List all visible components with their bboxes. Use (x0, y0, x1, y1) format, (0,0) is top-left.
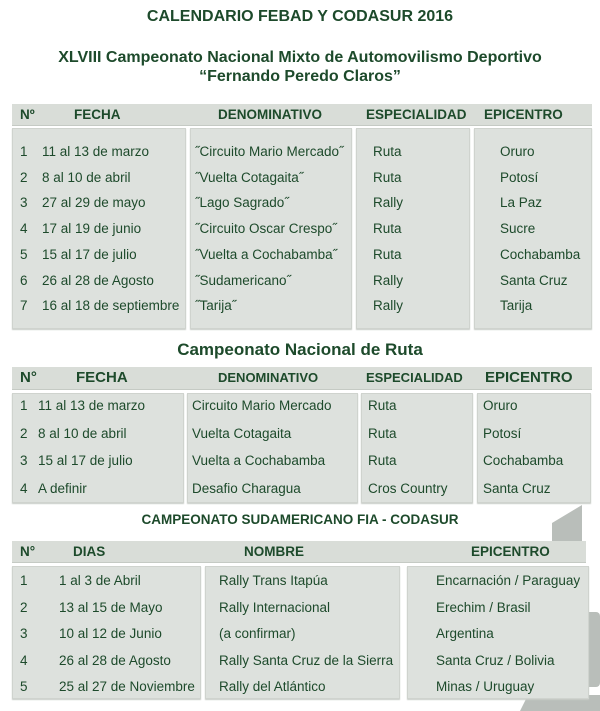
mixto-cell-n: 3 (20, 195, 28, 211)
mixto-cell-n: 1 (20, 144, 28, 159)
col-header-fecha: FECHA (76, 369, 128, 386)
sudamericano-cell-nombre: Rally Trans Itapúa (219, 573, 328, 588)
ruta-cell-denominativo: Desafio Charagua (192, 480, 301, 496)
sudamericano-cell-epicentro: Santa Cruz / Bolivia (436, 652, 555, 668)
col-header-n: N° (20, 544, 36, 559)
sudamericano-cell-n: 2 (20, 599, 28, 615)
sudamericano-cell-nombre: Rally Internacional (219, 599, 331, 615)
mixto-cell-fecha: 16 al 18 de septiembre (42, 298, 180, 314)
mixto-cell-especialidad: Ruta (373, 221, 402, 237)
mixto-cell-n: 4 (20, 221, 28, 237)
mixto-cell-denominativo: ˝Sudamericano˝ (195, 272, 292, 288)
mixto-cell-fecha: 26 al 28 de Agosto (42, 272, 154, 288)
col-header-epicentro: EPICENTRO (471, 544, 550, 559)
ruta-header-bar (12, 367, 592, 390)
sudamericano-cell-nombre: (a confirmar) (219, 626, 296, 641)
sudamericano-cell-nombre: Rally Santa Cruz de la Sierra (219, 652, 394, 668)
col-header-dias: DIAS (73, 544, 106, 559)
mixto-cell-especialidad: Rally (373, 298, 404, 314)
sudamericano-cell-dias: 25 al 27 de Noviembre (59, 679, 195, 694)
mixto-cell-especialidad: Ruta (373, 246, 402, 262)
championship-subtitle (0, 48, 600, 86)
ruta-cell-especialidad: Ruta (368, 425, 397, 441)
ruta-cell-n: 3 (20, 453, 28, 468)
col-header-especialidad: ESPECIALIDAD (366, 370, 463, 385)
ruta-cell-especialidad: Cros Country (368, 480, 448, 496)
mixto-cell-n: 2 (20, 169, 28, 185)
mixto-cell-epicentro: Santa Cruz (500, 272, 568, 288)
ruta-cell-denominativo: Circuito Mario Mercado (192, 398, 332, 413)
col-header-nombre: NOMBRE (244, 544, 304, 559)
mixto-cell-fecha: 15 al 17 de julio (42, 246, 137, 262)
mixto-cell-epicentro: Potosí (500, 169, 539, 185)
ruta-cell-fecha: A definir (38, 480, 87, 496)
sudamericano-cell-dias: 26 al 28 de Agosto (59, 652, 171, 668)
mixto-cell-fecha: 27 al 29 de mayo (42, 195, 146, 211)
mixto-cell-denominativo: ˝Vuelta Cotagaita˝ (195, 169, 304, 185)
ruta-cell-epicentro: Potosí (483, 425, 522, 441)
sudamericano-cell-n: 1 (20, 573, 28, 588)
mixto-cell-especialidad: Rally (373, 195, 404, 211)
col-header-especialidad: ESPECIALIDAD (366, 107, 467, 122)
mixto-cell-n: 7 (20, 298, 28, 314)
col-header-denominativo: DENOMINATIVO (218, 370, 319, 385)
ruta-cell-epicentro: Santa Cruz (483, 480, 551, 496)
sudamericano-cell-nombre: Rally del Atlántico (219, 679, 326, 694)
mixto-cell-fecha: 8 al 10 de abril (42, 169, 131, 185)
mixto-cell-fecha: 11 al 13 de marzo (42, 144, 150, 159)
mixto-cell-fecha: 17 al 19 de junio (42, 221, 142, 237)
ruta-cell-fecha: 8 al 10 de abril (38, 425, 127, 441)
sudamericano-cell-epicentro: Erechim / Brasil (436, 599, 531, 615)
sudamericano-header-bar (12, 541, 586, 563)
sudamericano-cell-dias: 1 al 3 de Abril (59, 573, 141, 588)
sudamericano-cell-n: 4 (20, 652, 28, 668)
sudamericano-cell-n: 3 (20, 626, 28, 641)
ruta-cell-epicentro: Oruro (483, 398, 518, 413)
mixto-cell-denominativo: ˝Circuito Mario Mercado˝ (195, 144, 344, 159)
sudamericano-cell-dias: 10 al 12 de Junio (59, 626, 162, 641)
sudamericano-cell-epicentro: Argentina (436, 626, 494, 641)
sudamericano-cell-dias: 13 al 15 de Mayo (59, 599, 163, 615)
mixto-cell-denominativo: ˝Lago Sagrado˝ (195, 195, 289, 211)
subtitle-line-1: XLVIII Campeonato Nacional Mixto de Automovilismo Deportivo (58, 49, 542, 66)
ruta-cell-n: 2 (20, 425, 28, 441)
sudamericano-cell-n: 5 (20, 679, 28, 694)
mixto-cell-especialidad: Ruta (373, 144, 402, 159)
mixto-cell-denominativo: ˝Circuito Oscar Crespo˝ (195, 221, 337, 237)
ruta-cell-fecha: 15 al 17 de julio (38, 453, 133, 468)
mixto-cell-n: 6 (20, 272, 28, 288)
sudamericano-cell-epicentro: Minas / Uruguay (436, 679, 535, 694)
col-header-epicentro: EPICENTRO (484, 107, 563, 122)
ruta-title: Campeonato Nacional de Ruta (177, 340, 423, 359)
page-title: CALENDARIO FEBAD Y CODASUR 2016 (146, 8, 454, 25)
ruta-cell-fecha: 11 al 13 de marzo (38, 398, 146, 413)
col-header-denominativo: DENOMINATIVO (218, 107, 322, 122)
ruta-cell-denominativo: Vuelta Cotagaita (192, 425, 292, 441)
col-header-epicentro: EPICENTRO (485, 369, 573, 386)
mixto-cell-especialidad: Rally (373, 272, 404, 288)
col-header-n: Nº (20, 107, 35, 122)
col-header-fecha: FECHA (74, 107, 121, 122)
mixto-cell-epicentro: Oruro (500, 144, 535, 159)
mixto-header-bar (12, 104, 592, 126)
mixto-cell-epicentro: Sucre (500, 221, 536, 237)
subtitle-line-2: “Fernando Peredo Claros” (199, 68, 401, 85)
ruta-cell-especialidad: Ruta (368, 453, 397, 468)
ruta-cell-especialidad: Ruta (368, 398, 397, 413)
mixto-cell-epicentro: Cochabamba (500, 246, 581, 262)
mixto-cell-epicentro: Tarija (500, 298, 533, 314)
mixto-cell-epicentro: La Paz (500, 195, 543, 211)
sudamericano-title: CAMPEONATO SUDAMERICANO FIA - CODASUR (141, 512, 459, 527)
mixto-cell-n: 5 (20, 246, 28, 262)
mixto-cell-denominativo: ˝Vuelta a Cochabamba˝ (195, 246, 338, 262)
sudamericano-cell-epicentro: Encarnación / Paraguay (436, 573, 581, 588)
ruta-cell-denominativo: Vuelta a Cochabamba (192, 453, 326, 468)
ruta-cell-n: 4 (20, 480, 28, 496)
col-header-n: N° (20, 369, 37, 386)
ruta-cell-epicentro: Cochabamba (483, 453, 564, 468)
ruta-cell-n: 1 (20, 398, 28, 413)
mixto-cell-especialidad: Ruta (373, 169, 402, 185)
mixto-cell-denominativo: ˝Tarija˝ (195, 298, 237, 314)
